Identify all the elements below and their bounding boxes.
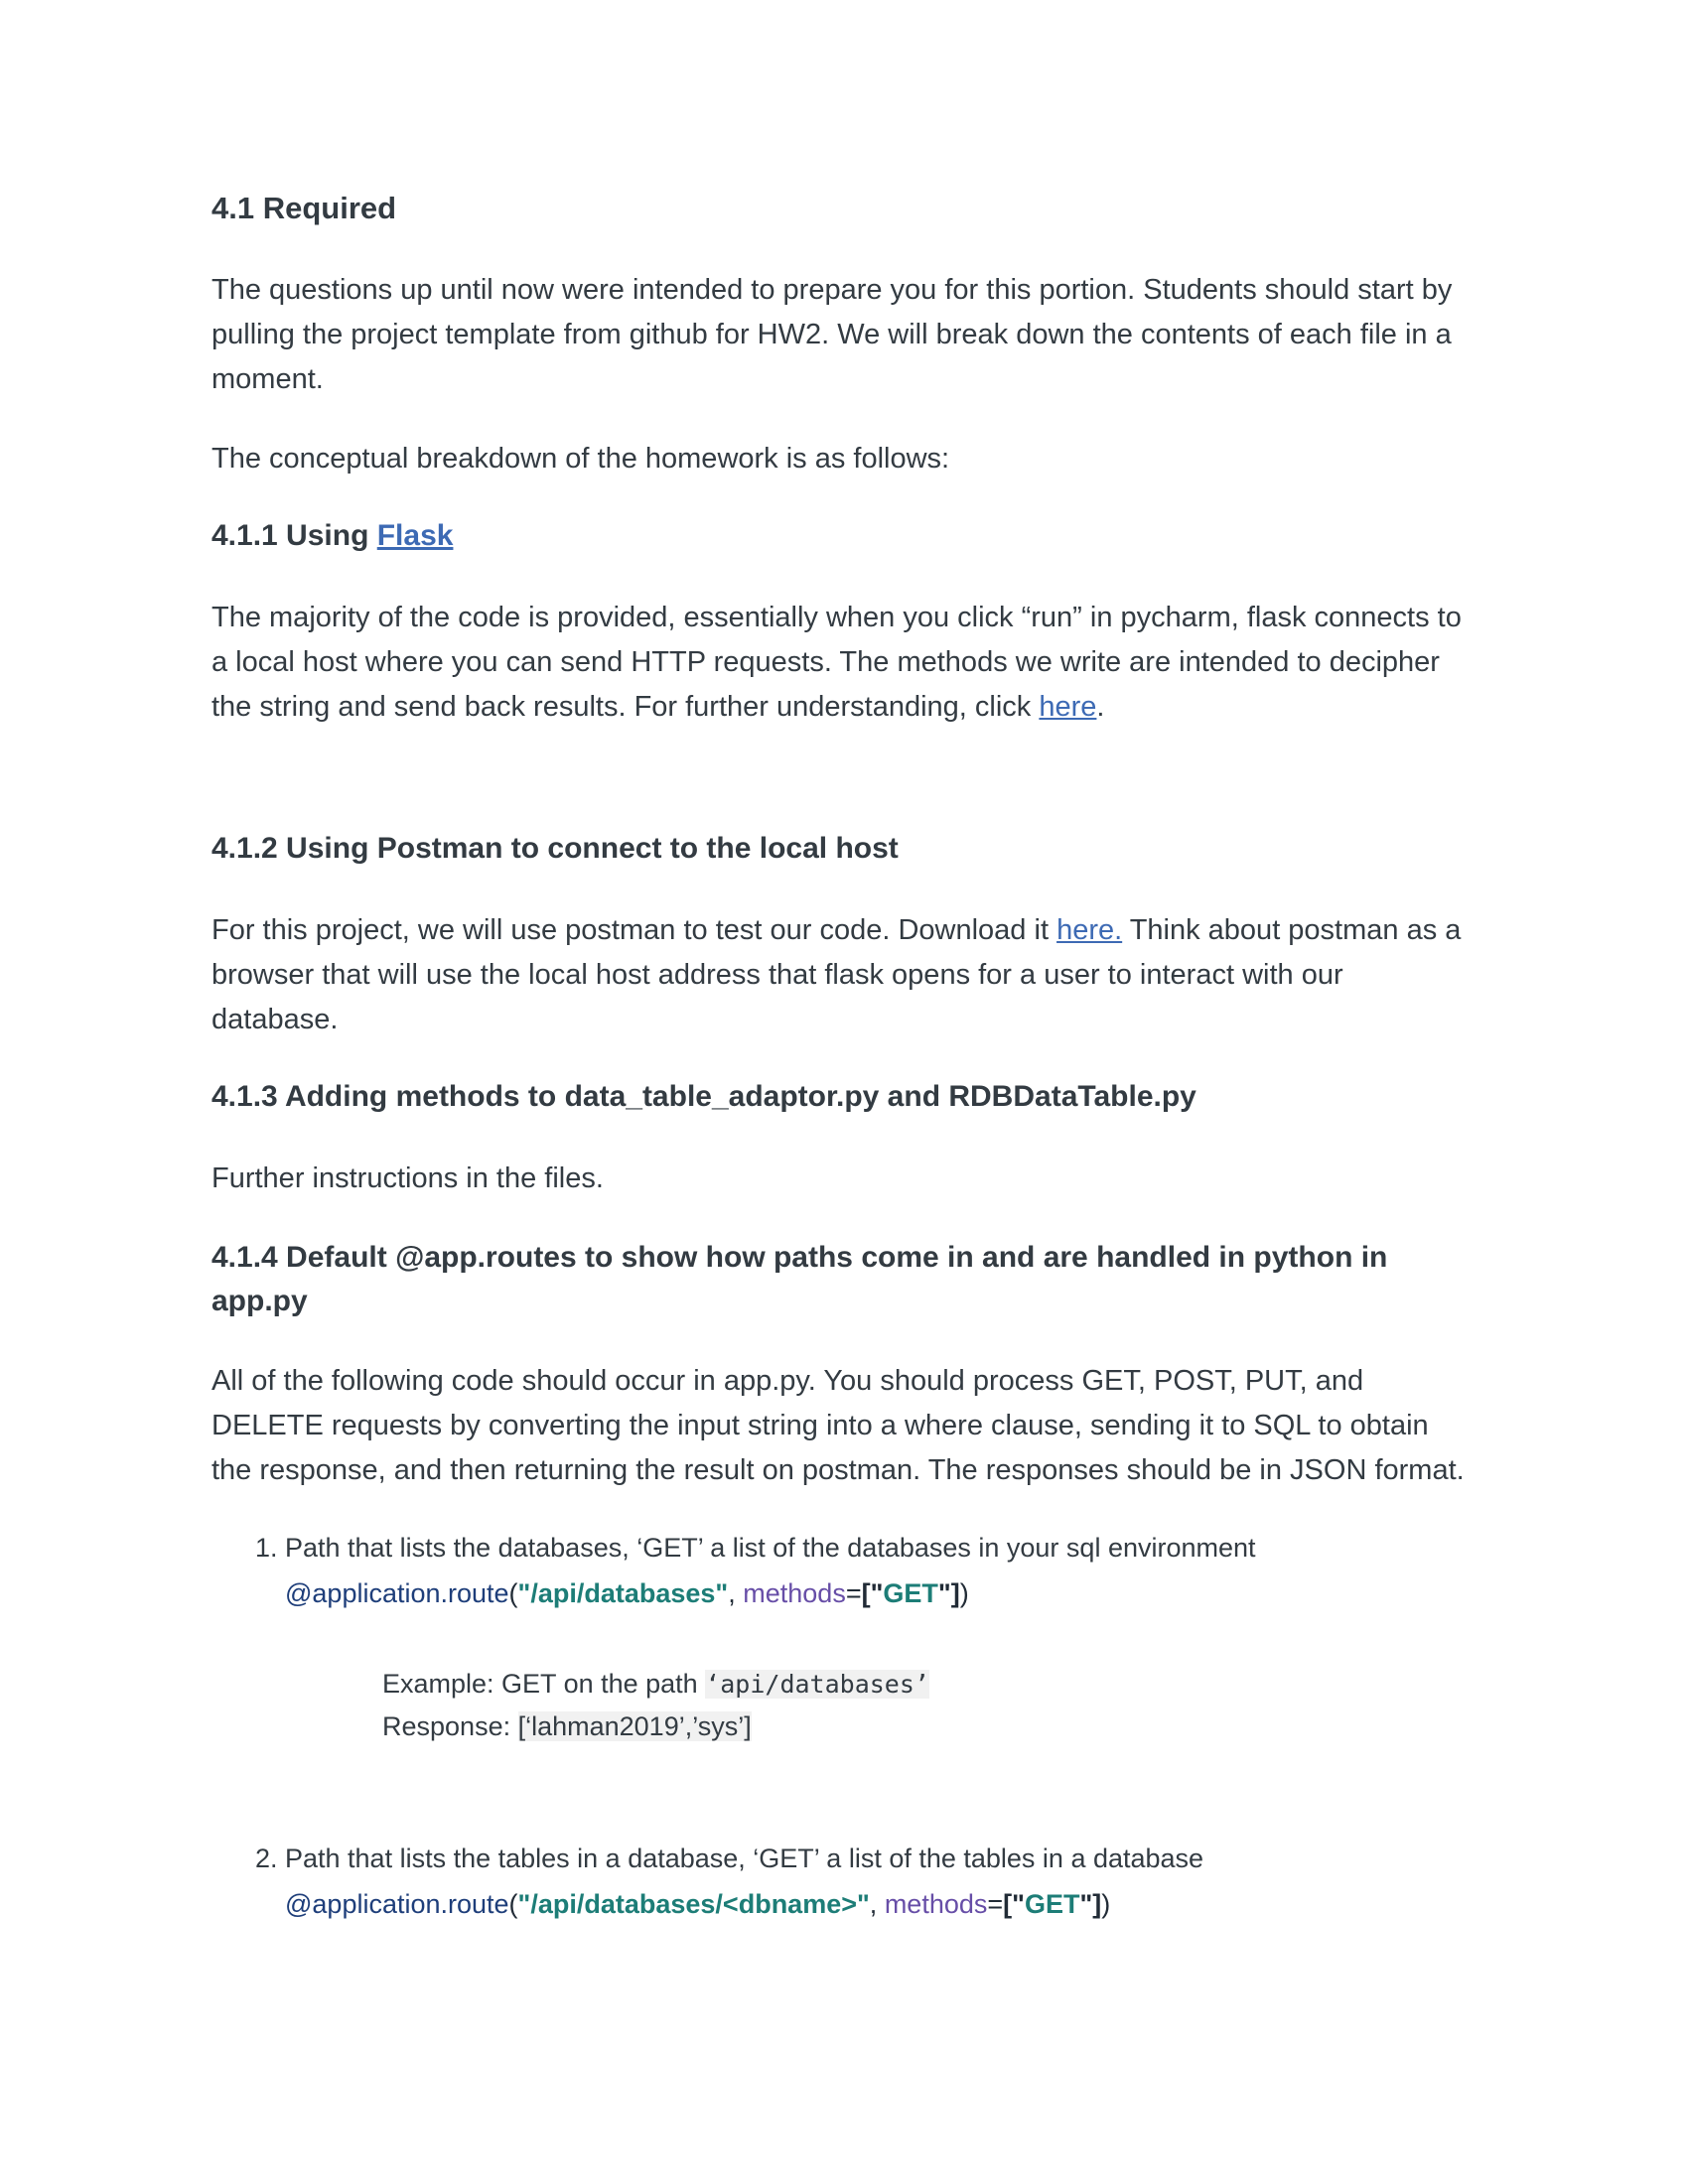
- paragraph-flask-text: The majority of the code is provided, essentially when you click “run” in pycharm, flask connects to a local host where you can send HTTP requests. The methods we write are intended to decipher the string and send back results. For further understanding, click: [211, 602, 1462, 723]
- code-token: @application.route: [285, 1578, 509, 1608]
- response-line: [382, 1706, 1470, 1747]
- code-token: "]: [937, 1578, 960, 1608]
- example-line: [382, 1663, 1470, 1706]
- code-token: methods: [743, 1578, 846, 1608]
- example-path: ‘api/databases’: [705, 1670, 929, 1699]
- code-token: "/api/databases/<dbname>": [517, 1889, 870, 1919]
- heading-4-1-1: [211, 516, 1470, 556]
- code-token: methods: [884, 1889, 988, 1919]
- heading-4-1: 4.1 Required: [211, 191, 397, 225]
- example-prefix: Example: GET on the path: [382, 1669, 706, 1699]
- code-line-databases: [285, 1573, 1470, 1613]
- paragraph-files: Further instructions in the files.: [211, 1162, 604, 1194]
- heading-4-1-2: 4.1.2 Using Postman to connect to the local host: [211, 832, 899, 865]
- paragraph-postman: [211, 908, 1470, 1042]
- code-token: GET: [1024, 1889, 1080, 1919]
- code-token: (: [508, 1578, 518, 1608]
- postman-here-link[interactable]: here.: [1056, 914, 1123, 946]
- response-prefix: Response:: [382, 1711, 518, 1741]
- paragraph-breakdown: The conceptual breakdown of the homework is as follows:: [211, 443, 950, 475]
- code-token: =: [987, 1889, 1004, 1919]
- paragraph-flask-period: .: [1096, 691, 1105, 723]
- code-token: "]: [1079, 1889, 1102, 1919]
- code-token: ,: [869, 1889, 885, 1919]
- code-token: =: [845, 1578, 862, 1608]
- list-item-tables: [285, 1839, 1470, 1924]
- heading-4-1-1-text: 4.1.1 Using: [211, 519, 377, 552]
- code-token: [": [1003, 1889, 1025, 1919]
- route-list: [211, 1528, 1470, 1924]
- code-token: ): [959, 1578, 969, 1608]
- list-item-1-text: 1. Path that lists the databases, ‘GET’ a list of the databases in your sql environment: [285, 1533, 1256, 1563]
- paragraph-flask: [211, 596, 1470, 730]
- code-token: @application.route: [285, 1889, 509, 1919]
- example-block: [382, 1663, 1470, 1747]
- response-value: [‘lahman2019’,’sys’]: [517, 1711, 752, 1741]
- flask-link[interactable]: Flask: [376, 519, 454, 552]
- code-token: GET: [883, 1578, 938, 1608]
- heading-4-1-4: 4.1.4 Default @app.routes to show how paths come in and are handled in python in app.py: [211, 1241, 1388, 1317]
- list-item-2-text: 2. Path that lists the tables in a database, ‘GET’ a list of the tables in a database: [285, 1843, 1204, 1873]
- code-token: ): [1101, 1889, 1111, 1919]
- code-token: "/api/databases": [517, 1578, 729, 1608]
- paragraph-intro: The questions up until now were intended to prepare you for this portion. Students should start by pulling the project template from github for HW2. We will break down the contents of each file in a moment.: [211, 274, 1453, 395]
- code-token: ,: [728, 1578, 744, 1608]
- heading-4-1-3: 4.1.3 Adding methods to data_table_adaptor.py and RDBDataTable.py: [211, 1080, 1196, 1113]
- code-token: [": [861, 1578, 884, 1608]
- code-line-tables: [285, 1884, 1470, 1924]
- code-token: (: [508, 1889, 518, 1919]
- paragraph-routes: All of the following code should occur in app.py. You should process GET, POST, PUT, and DELETE requests by converting the input string into a where clause, sending it to SQL to obtain the response, and then returning the result on postman. The responses should be in JSON format.: [211, 1365, 1465, 1486]
- paragraph-postman-text-2: Think about postman as a browser that will use the local host address that flask opens for a user to interact with our database.: [211, 914, 1462, 1035]
- list-item-databases: [285, 1528, 1470, 1747]
- paragraph-postman-text: For this project, we will use postman to test our code. Download it: [211, 914, 1057, 946]
- flask-here-link[interactable]: here: [1039, 691, 1097, 723]
